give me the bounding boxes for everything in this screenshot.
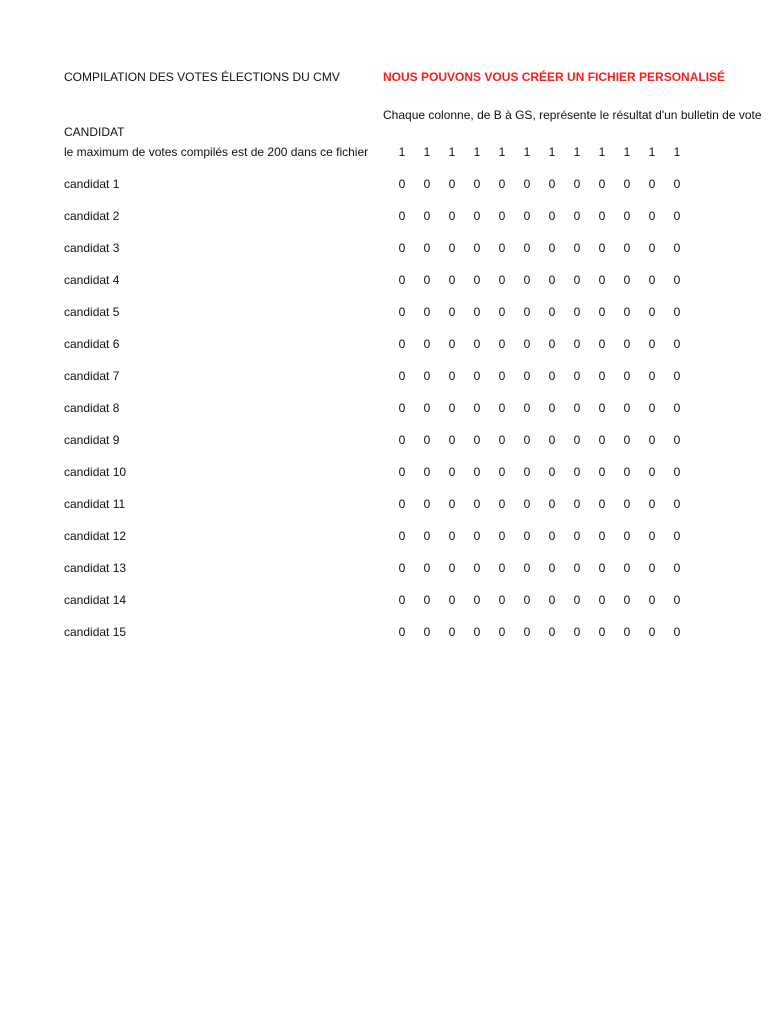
vote-cell: 0 <box>423 241 431 255</box>
vote-cell: 0 <box>548 273 556 287</box>
vote-cell: 0 <box>473 305 481 319</box>
vote-cell: 0 <box>673 337 681 351</box>
vote-cell: 0 <box>548 209 556 223</box>
vote-cell: 0 <box>473 465 481 479</box>
vote-cell: 0 <box>498 529 506 543</box>
ballot-number-cell: 1 <box>473 145 481 159</box>
candidate-column-header: CANDIDAT <box>64 125 125 139</box>
vote-cell: 0 <box>523 561 531 575</box>
vote-cell: 0 <box>598 177 606 191</box>
vote-cell: 0 <box>448 401 456 415</box>
candidate-name: candidat 13 <box>64 561 127 575</box>
vote-cell: 0 <box>423 305 431 319</box>
vote-cell: 0 <box>523 369 531 383</box>
vote-cell: 0 <box>398 209 406 223</box>
vote-cell: 0 <box>498 625 506 639</box>
column-info-text: Chaque colonne, de B à GS, représente le résultat d'un bulletin de vote <box>383 108 762 122</box>
vote-cell: 0 <box>398 497 406 511</box>
vote-cell: 0 <box>398 625 406 639</box>
vote-cell: 0 <box>623 337 631 351</box>
vote-cell: 0 <box>498 369 506 383</box>
vote-cell: 0 <box>573 305 581 319</box>
vote-cell: 0 <box>398 369 406 383</box>
vote-cell: 0 <box>498 305 506 319</box>
vote-cell: 0 <box>448 625 456 639</box>
vote-cell: 0 <box>623 209 631 223</box>
vote-cell: 0 <box>573 625 581 639</box>
vote-cell: 0 <box>598 529 606 543</box>
vote-cell: 0 <box>523 625 531 639</box>
candidate-name: candidat 15 <box>64 625 127 639</box>
vote-cell: 0 <box>673 625 681 639</box>
vote-cell: 0 <box>473 625 481 639</box>
candidate-name: candidat 2 <box>64 209 120 223</box>
candidate-name: candidat 11 <box>64 497 126 511</box>
vote-cell: 0 <box>423 401 431 415</box>
vote-cell: 0 <box>573 561 581 575</box>
vote-cell: 0 <box>498 401 506 415</box>
promo-text: NOUS POUVONS VOUS CRÉER UN FICHIER PERSONALISÉ <box>383 70 726 84</box>
vote-cell: 0 <box>473 241 481 255</box>
vote-cell: 0 <box>598 433 606 447</box>
vote-cell: 0 <box>673 401 681 415</box>
vote-cell: 0 <box>648 369 656 383</box>
vote-cell: 0 <box>423 593 431 607</box>
vote-cell: 0 <box>548 593 556 607</box>
vote-cell: 0 <box>548 497 556 511</box>
vote-cell: 0 <box>548 369 556 383</box>
vote-cell: 0 <box>623 625 631 639</box>
vote-cell: 0 <box>648 561 656 575</box>
vote-cell: 0 <box>548 561 556 575</box>
vote-cell: 0 <box>523 593 531 607</box>
vote-cell: 0 <box>523 529 531 543</box>
candidate-name: candidat 3 <box>64 241 120 255</box>
vote-cell: 0 <box>648 305 656 319</box>
ballot-number-cell: 1 <box>498 145 506 159</box>
vote-cell: 0 <box>448 561 456 575</box>
vote-cell: 0 <box>673 305 681 319</box>
vote-cell: 0 <box>673 561 681 575</box>
vote-cell: 0 <box>573 337 581 351</box>
vote-cell: 0 <box>598 273 606 287</box>
vote-cell: 0 <box>398 593 406 607</box>
vote-cell: 0 <box>573 593 581 607</box>
vote-cell: 0 <box>448 337 456 351</box>
vote-cell: 0 <box>648 337 656 351</box>
vote-cell: 0 <box>473 209 481 223</box>
vote-cell: 0 <box>673 369 681 383</box>
vote-cell: 0 <box>448 369 456 383</box>
vote-cell: 0 <box>523 241 531 255</box>
vote-cell: 0 <box>498 273 506 287</box>
vote-cell: 0 <box>648 177 656 191</box>
ballot-number-cell: 1 <box>648 145 656 159</box>
vote-cell: 0 <box>523 337 531 351</box>
vote-cell: 0 <box>498 465 506 479</box>
candidate-name: candidat 7 <box>64 369 120 383</box>
candidate-name: candidat 5 <box>64 305 120 319</box>
vote-cell: 0 <box>423 497 431 511</box>
max-votes-note: le maximum de votes compilés est de 200 dans ce fichier <box>64 145 369 159</box>
vote-cell: 0 <box>423 433 431 447</box>
vote-cell: 0 <box>623 369 631 383</box>
vote-cell: 0 <box>523 465 531 479</box>
vote-cell: 0 <box>448 177 456 191</box>
vote-cell: 0 <box>648 625 656 639</box>
vote-cell: 0 <box>473 337 481 351</box>
vote-cell: 0 <box>648 433 656 447</box>
vote-cell: 0 <box>673 209 681 223</box>
vote-cell: 0 <box>473 529 481 543</box>
vote-cell: 0 <box>573 433 581 447</box>
vote-cell: 0 <box>623 433 631 447</box>
vote-cell: 0 <box>523 273 531 287</box>
candidate-name: candidat 10 <box>64 465 127 479</box>
vote-cell: 0 <box>673 497 681 511</box>
vote-cell: 0 <box>573 497 581 511</box>
vote-cell: 0 <box>673 177 681 191</box>
vote-cell: 0 <box>448 529 456 543</box>
vote-cell: 0 <box>423 337 431 351</box>
vote-cell: 0 <box>548 529 556 543</box>
vote-cell: 0 <box>598 561 606 575</box>
vote-cell: 0 <box>573 401 581 415</box>
vote-cell: 0 <box>598 593 606 607</box>
vote-cell: 0 <box>423 625 431 639</box>
vote-cell: 0 <box>398 465 406 479</box>
vote-cell: 0 <box>548 241 556 255</box>
vote-cell: 0 <box>648 209 656 223</box>
vote-cell: 0 <box>598 369 606 383</box>
vote-cell: 0 <box>473 593 481 607</box>
ballot-number-cell: 1 <box>398 145 406 159</box>
vote-cell: 0 <box>398 401 406 415</box>
ballot-number-cell: 1 <box>673 145 681 159</box>
vote-cell: 0 <box>423 177 431 191</box>
vote-cell: 0 <box>648 529 656 543</box>
vote-cell: 0 <box>473 497 481 511</box>
ballot-number-cell: 1 <box>598 145 606 159</box>
vote-cell: 0 <box>573 465 581 479</box>
vote-cell: 0 <box>498 497 506 511</box>
vote-cell: 0 <box>623 497 631 511</box>
vote-cell: 0 <box>448 273 456 287</box>
vote-cell: 0 <box>623 561 631 575</box>
vote-cell: 0 <box>473 273 481 287</box>
vote-cell: 0 <box>398 305 406 319</box>
vote-cell: 0 <box>448 497 456 511</box>
vote-cell: 0 <box>523 401 531 415</box>
vote-cell: 0 <box>623 241 631 255</box>
ballot-number-cell: 1 <box>548 145 556 159</box>
vote-cell: 0 <box>548 337 556 351</box>
vote-cell: 0 <box>523 497 531 511</box>
vote-cell: 0 <box>598 401 606 415</box>
vote-cell: 0 <box>498 593 506 607</box>
vote-cell: 0 <box>648 273 656 287</box>
vote-cell: 0 <box>573 273 581 287</box>
vote-cell: 0 <box>523 209 531 223</box>
vote-cell: 0 <box>423 561 431 575</box>
candidate-name: candidat 14 <box>64 593 127 607</box>
candidate-name: candidat 8 <box>64 401 120 415</box>
vote-cell: 0 <box>673 433 681 447</box>
vote-cell: 0 <box>673 241 681 255</box>
vote-cell: 0 <box>673 465 681 479</box>
candidate-name: candidat 1 <box>64 177 120 191</box>
vote-cell: 0 <box>573 369 581 383</box>
vote-cell: 0 <box>448 593 456 607</box>
vote-cell: 0 <box>673 593 681 607</box>
candidate-name: candidat 6 <box>64 337 120 351</box>
vote-cell: 0 <box>548 625 556 639</box>
candidate-name: candidat 12 <box>64 529 127 543</box>
vote-cell: 0 <box>448 241 456 255</box>
vote-cell: 0 <box>473 177 481 191</box>
vote-cell: 0 <box>423 529 431 543</box>
vote-cell: 0 <box>623 305 631 319</box>
vote-cell: 0 <box>598 497 606 511</box>
vote-cell: 0 <box>623 401 631 415</box>
vote-cell: 0 <box>673 529 681 543</box>
vote-cell: 0 <box>398 433 406 447</box>
vote-cell: 0 <box>473 433 481 447</box>
vote-cell: 0 <box>448 465 456 479</box>
vote-cell: 0 <box>498 241 506 255</box>
vote-cell: 0 <box>623 273 631 287</box>
vote-cell: 0 <box>623 465 631 479</box>
vote-cell: 0 <box>648 465 656 479</box>
vote-cell: 0 <box>573 209 581 223</box>
vote-cell: 0 <box>398 273 406 287</box>
vote-cell: 0 <box>648 497 656 511</box>
vote-cell: 0 <box>573 241 581 255</box>
ballot-number-cell: 1 <box>523 145 531 159</box>
vote-cell: 0 <box>623 529 631 543</box>
vote-cell: 0 <box>473 401 481 415</box>
vote-cell: 0 <box>398 177 406 191</box>
vote-cell: 0 <box>598 305 606 319</box>
ballot-number-cell: 1 <box>423 145 431 159</box>
vote-cell: 0 <box>473 369 481 383</box>
candidate-name: candidat 9 <box>64 433 120 447</box>
vote-cell: 0 <box>598 465 606 479</box>
vote-cell: 0 <box>598 209 606 223</box>
vote-cell: 0 <box>598 241 606 255</box>
vote-cell: 0 <box>473 561 481 575</box>
vote-cell: 0 <box>598 625 606 639</box>
vote-cell: 0 <box>548 401 556 415</box>
vote-cell: 0 <box>398 561 406 575</box>
vote-cell: 0 <box>448 305 456 319</box>
vote-cell: 0 <box>498 561 506 575</box>
ballot-number-cell: 1 <box>448 145 456 159</box>
vote-cell: 0 <box>673 273 681 287</box>
vote-cell: 0 <box>648 593 656 607</box>
vote-cell: 0 <box>523 177 531 191</box>
vote-cell: 0 <box>448 433 456 447</box>
candidate-name: candidat 4 <box>64 273 120 287</box>
vote-cell: 0 <box>498 209 506 223</box>
vote-cell: 0 <box>548 433 556 447</box>
vote-cell: 0 <box>598 337 606 351</box>
ballot-number-cell: 1 <box>623 145 631 159</box>
vote-cell: 0 <box>423 273 431 287</box>
vote-cell: 0 <box>648 401 656 415</box>
vote-cell: 0 <box>623 593 631 607</box>
vote-cell: 0 <box>573 177 581 191</box>
sheet-title: COMPILATION DES VOTES ÉLECTIONS DU CMV <box>64 70 340 84</box>
vote-cell: 0 <box>423 465 431 479</box>
vote-cell: 0 <box>548 177 556 191</box>
vote-cell: 0 <box>523 305 531 319</box>
ballot-number-cell: 1 <box>573 145 581 159</box>
vote-cell: 0 <box>623 177 631 191</box>
vote-cell: 0 <box>423 209 431 223</box>
vote-cell: 0 <box>548 465 556 479</box>
vote-cell: 0 <box>398 241 406 255</box>
vote-cell: 0 <box>498 433 506 447</box>
vote-cell: 0 <box>523 433 531 447</box>
vote-cell: 0 <box>448 209 456 223</box>
vote-cell: 0 <box>398 337 406 351</box>
vote-cell: 0 <box>548 305 556 319</box>
vote-cell: 0 <box>498 177 506 191</box>
vote-cell: 0 <box>498 337 506 351</box>
vote-cell: 0 <box>573 529 581 543</box>
vote-cell: 0 <box>648 241 656 255</box>
vote-cell: 0 <box>398 529 406 543</box>
vote-cell: 0 <box>423 369 431 383</box>
